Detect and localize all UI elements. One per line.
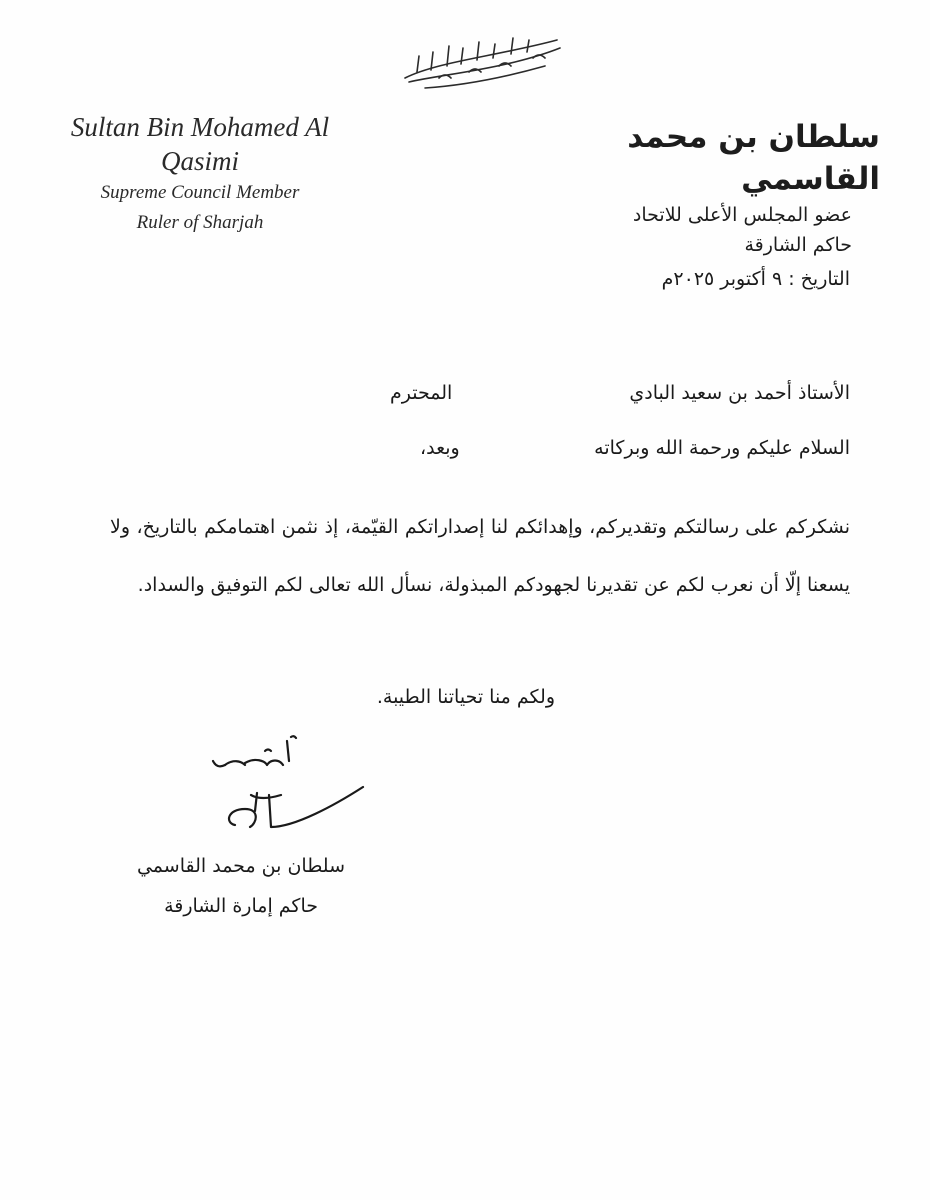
sender-title-arabic-1: عضو المجلس الأعلى للاتحاد [632,204,852,226]
signatory-name: سلطان بن محمد القاسمي [136,855,345,877]
sender-title-english-1: Supreme Council Member [100,182,300,203]
sender-title-arabic-2: حاكم الشارقة [744,234,852,256]
signature-icon [205,735,385,835]
greeting-then: وبعد، [420,437,460,459]
sender-name-arabic: سلطان بن محمد القاسمي [627,119,880,197]
letterhead-arabic [520,116,880,260]
handwritten-signature [205,735,385,835]
sender-name-english: Sultan Bin Mohamed Al Qasimi [70,112,330,176]
basmala-calligraphy [395,32,565,94]
sender-title-english-2: Ruler of Sharjah [136,212,264,233]
letterhead-english [30,110,370,238]
signatory-title: حاكم إمارة الشارقة [164,895,318,917]
greeting-line [420,437,850,459]
recipient-name: الأستاذ أحمد بن سعيد البادي [629,382,850,404]
greeting-salam: السلام عليكم ورحمة الله وبركاته [594,437,850,459]
recipient-honorific: المحترم [390,382,453,404]
letter-date: التاريخ : ٩ أكتوبر ٢٠٢٥م [661,268,850,290]
closing-line: ولكم منا تحياتنا الطيبة. [376,686,555,708]
recipient-line [390,382,850,404]
basmala-calligraphy-icon [395,32,565,94]
letter-body: نشكركم على رسالتكم وتقديركم، وإهدائكم لنا إصداراتكم القيّمة، إذ نثمن اهتمامكم بالتاريخ، ولا يسعنا إلّا أن نعرب لكم عن تقديرنا لجهودكم المبذولة، نسأل الله تعالى لكم التوفيق والسداد. [110,516,850,596]
